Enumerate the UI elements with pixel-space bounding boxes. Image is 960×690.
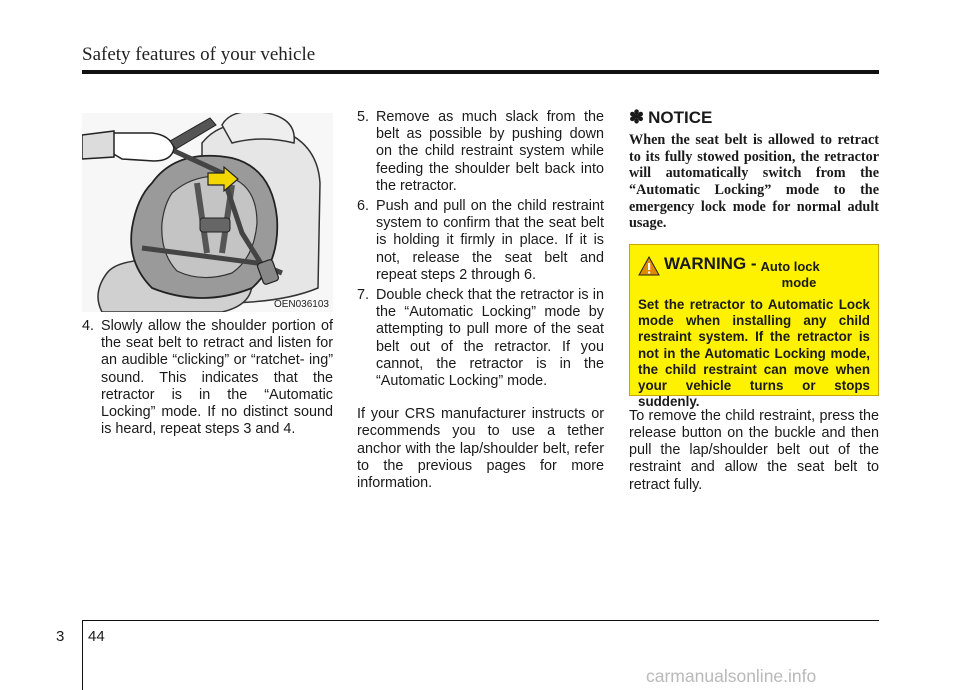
child-seat-illustration (82, 113, 333, 312)
warning-subtitle: Auto lock (760, 258, 820, 274)
child-seat-drawing (82, 113, 333, 312)
footer-divider (82, 620, 83, 690)
warning-subtitle-cont: mode (781, 274, 817, 290)
notice-title: NOTICE (648, 108, 713, 127)
notice-body: When the seat belt is allowed to retract to its fully stowed position, the retractor will automatically switch from the “Automatic Locking” mode to the emergency lock mode for normal adult usage. (629, 132, 879, 232)
column-2 (357, 109, 604, 492)
watermark: carmanualsonline.info (646, 666, 817, 686)
column-1 (82, 318, 333, 441)
warning-title: WARNING - (664, 253, 757, 273)
warning-body: Set the retractor to Automatic Lock mode when installing any child restraint system. If the retractor is not in the Automatic Locking mode, the child restraint can move when your vehicle turns or stops suddenly. (638, 296, 870, 410)
step-text: Slowly allow the shoulder portion of the seat belt to retract and listen for an audible “clicking” or “ratchet- ing” sound. This indicates that the retractor is in the “Automatic Locking” mode. If no distinct sound is heard, repeat steps 3 and 4. (101, 318, 333, 438)
footer-rule (82, 620, 879, 621)
step-item (357, 109, 604, 195)
step-number: 7. (357, 287, 370, 304)
step-number: 5. (357, 109, 370, 125)
figure-caption: OEN036103 (273, 299, 329, 310)
column-3 (629, 109, 879, 494)
warning-heading (638, 255, 870, 276)
notice-star-icon: ✽ (629, 107, 645, 127)
step-item (357, 198, 604, 284)
step-item (82, 318, 333, 438)
page-number: 44 (88, 628, 105, 645)
chapter-number: 3 (56, 628, 65, 645)
step-number: 4. (82, 318, 95, 334)
step-text: Push and pull on the child restraint system to confirm that the seat belt is holding it firmly in place. If it is not, release the seat belt and repeat steps 2 through 6. (376, 198, 604, 283)
warning-triangle-icon (638, 256, 660, 276)
section-title: Safety features of your vehicle (82, 44, 316, 65)
notice-heading (629, 109, 879, 126)
step-item (357, 287, 604, 390)
removal-paragraph: To remove the child restraint, press the release button on the buckle and then pull the lap/shoulder belt out of the restraint and allow the seat belt to retract fully. (629, 407, 879, 493)
header-rule-thin (82, 73, 879, 74)
step-number: 6. (357, 198, 370, 215)
tether-paragraph: If your CRS manufacturer instructs or recommends you to use a tether anchor with the lap/shoulder belt, refer to the previous pages for more information. (357, 406, 604, 492)
step-text: Remove as much slack from the belt as possible by pushing down on the child restraint system while feeding the shoulder belt back into the retractor. (376, 109, 604, 194)
step-text: Double check that the retractor is in the “Automatic Locking” mode by attempting to pull more of the seat belt out of the retractor. If you cannot, the retractor is in the “Automatic Locking” mode. (376, 287, 604, 390)
warning-box (629, 244, 879, 410)
